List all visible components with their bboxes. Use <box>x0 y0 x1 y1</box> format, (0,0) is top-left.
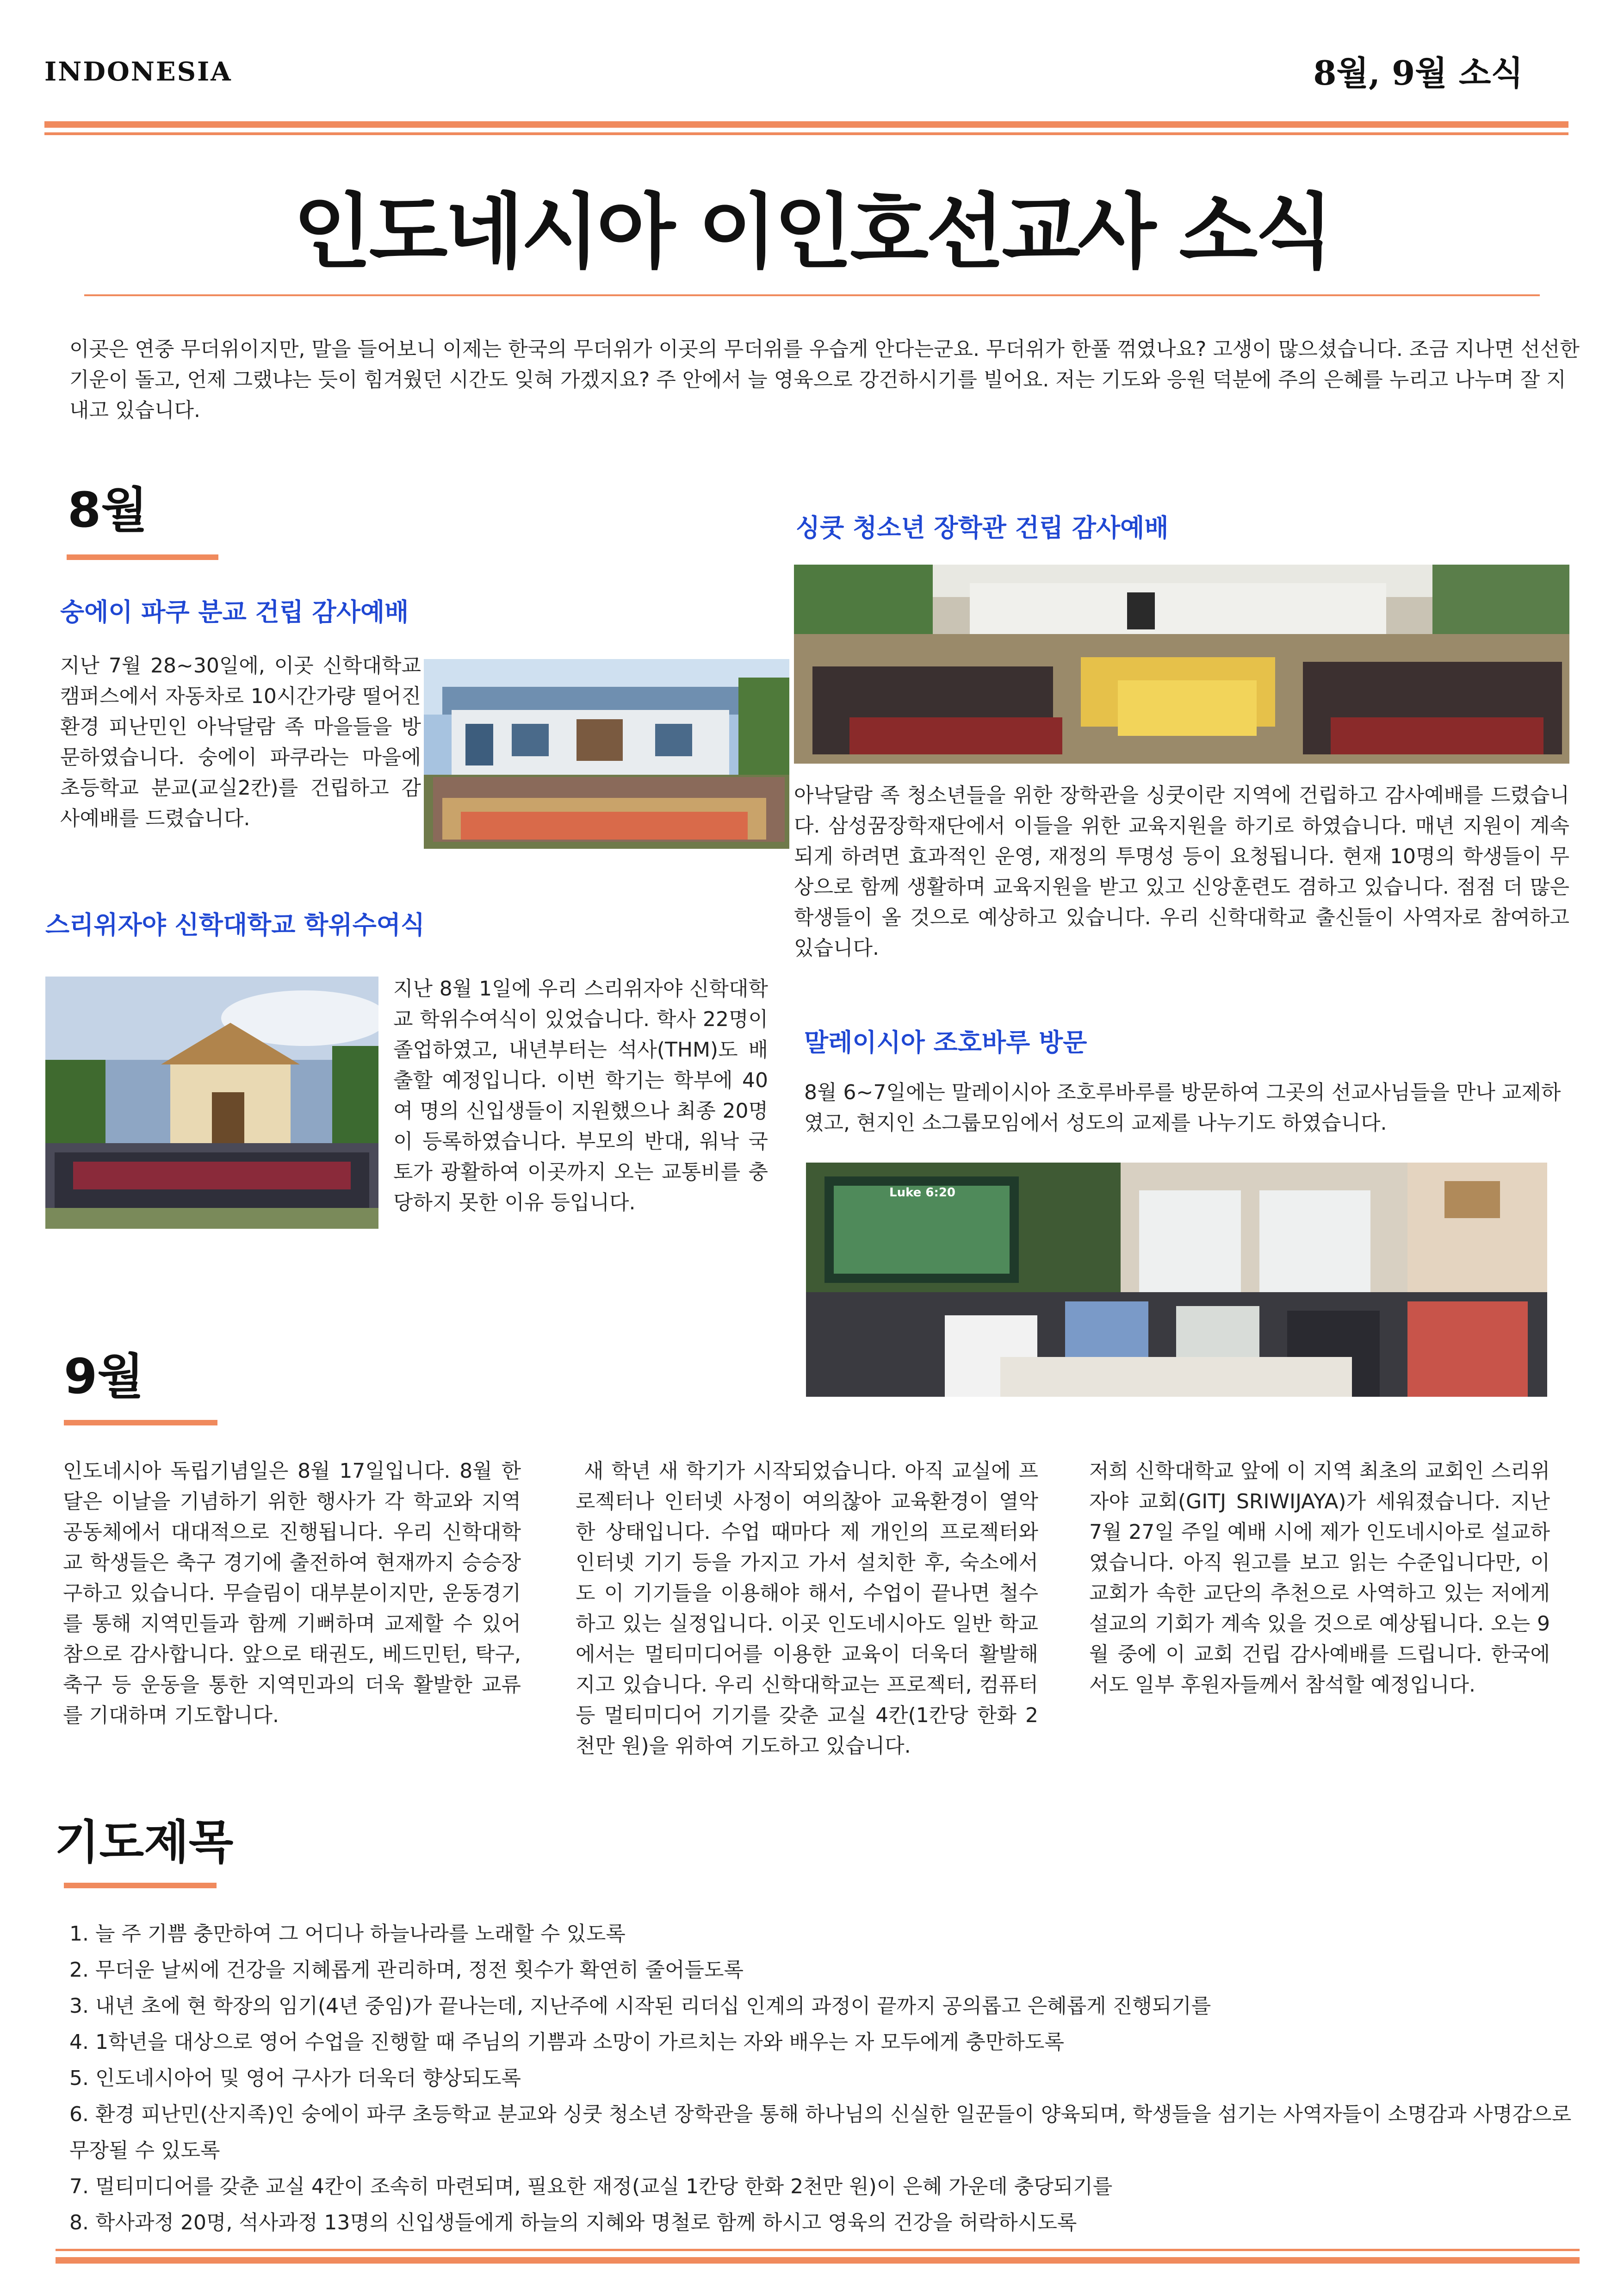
bottom-divider-thin <box>56 2249 1580 2251</box>
september-column-1: 인도네시아 독립기념일은 8월 17일입니다. 8월 한 달은 이날을 기념하기 위한 행사가 각 학교와 지역 공동체에서 대대적으로 진행됩니다. 우리 신학대학교 학생들은 축구 경기에 출전하여 현재까지 승승장구하고 있습니다. 무슬림이 대부분이지만, 운동경기를 통해 지역민들과 함께 기뻐하며 교제할 수 있어 참으로 감사합니다. 앞으로 태권도, 베드민턴, 탁구, 축구 등 운동을 통한 지역민과의 더욱 활발한 교류를 기대하며 기도합니다. <box>63 1459 521 1727</box>
issue-label: 8월, 9월 소식 <box>1313 53 1523 93</box>
bottom-divider <box>56 2257 1580 2264</box>
prayer-item: 8. 학사과정 20명, 석사과정 13명의 신입생들에게 하늘의 지혜와 명철로 함께 하시고 영육의 건강을 허락하시도록 <box>69 2211 1077 2234</box>
photo-school-dedication <box>424 659 789 849</box>
prayer-item: 1. 늘 주 기쁨 충만하여 그 어디나 하늘나라를 노래할 수 있도록 <box>69 1922 626 1946</box>
prayer-item: 6. 환경 피난민(산지족)인 숭에이 파쿠 초등학교 분교와 싱쿳 청소년 장학관을 통해 하나님의 신실한 일꾼들이 양육되며, 학생들을 섬기는 사역자들이 소명감과 사명감으로 무장될 수 있도록 <box>69 2103 1572 2162</box>
top-divider-thin <box>44 132 1568 135</box>
photo-small-group-meeting <box>806 1163 1547 1397</box>
page-title: 인도네시아 이인호선교사 소식 <box>293 185 1331 280</box>
august-heading: 8월 <box>68 482 148 538</box>
subheading-graduation: 스리위자야 신학대학교 학위수여식 <box>45 910 425 940</box>
text-graduation: 지난 8월 1일에 우리 스리위자야 신학대학교 학위수여식이 있었습니다. 학사 22명이 졸업하였고, 내년부터는 석사(THM)도 배출할 예정입니다. 이번 학기는 학부에 40여 명의 신입생들이 지원했으나 최종 20명이 등록하였습니다. 부모의 반대, 워낙 국토가 광활하여 이곳까지 오는 교통비를 충당하지 못한 이유 등입니다. <box>393 977 768 1214</box>
top-divider <box>44 121 1568 128</box>
subheading-singkut-dorm: 싱쿳 청소년 장학관 건립 감사예배 <box>796 513 1169 542</box>
august-heading-bar <box>67 554 218 560</box>
text-malaysia: 8월 6~7일에는 말레이시아 조호루바루를 방문하여 그곳의 선교사님들을 만나 교제하였고, 현지인 소그룹모임에서 성도의 교제를 나누기도 하였습니다. <box>804 1081 1561 1135</box>
september-heading-bar <box>64 1420 217 1425</box>
text-sungai-paku: 지난 7월 28~30일에, 이곳 신학대학교 캠퍼스에서 자동차로 10시간가량 떨어진 환경 피난민인 아낙달람 족 마을들을 방문하였습니다. 숭에이 파쿠라는 마을에 초등학교 분교(교실2칸)를 건립하고 감사예배를 드렸습니다. <box>60 654 421 830</box>
subheading-sungai-paku: 숭에이 파쿠 분교 건립 감사예배 <box>60 597 409 627</box>
prayer-item: 4. 1학년을 대상으로 영어 수업을 진행할 때 주님의 기쁨과 소망이 가르치는 자와 배우는 자 모두에게 충만하도록 <box>69 2030 1064 2054</box>
prayer-heading: 기도제목 <box>55 1815 234 1869</box>
prayer-heading-bar <box>64 1883 217 1888</box>
slide-verse-label: Luke 6:20 <box>889 1186 956 1200</box>
subheading-malaysia: 말레이시아 조호바루 방문 <box>804 1028 1087 1057</box>
prayer-item: 2. 무더운 날씨에 건강을 지혜롭게 관리하며, 정전 횟수가 확연히 줄어들도록 <box>69 1958 744 1982</box>
text-singkut-dorm: 아낙달람 족 청소년들을 위한 장학관을 싱쿳이란 지역에 건립하고 감사예배를 드렸습니다. 삼성꿈장학재단에서 이들을 위한 교육지원을 하기로 하였습니다. 매년 지원이 계속되게 하려면 효과적인 운영, 재정의 투명성 등이 요청됩니다. 현재 10명의 학생들이 무상으로 함께 생활하며 교육지원을 받고 있고 신앙훈련도 겸하고 있습니다. 점점 더 많은 학생들이 올 것으로 예상하고 있습니다. 우리 신학대학교 출신들이 사역자로 참여하고 있습니다. <box>794 784 1570 960</box>
country-label: INDONESIA <box>44 56 232 87</box>
prayer-item: 5. 인도네시아어 및 영어 구사가 더욱더 향상되도록 <box>69 2066 521 2090</box>
intro-paragraph: 이곳은 연중 무더위이지만, 말을 들어보니 이제는 한국의 무더위가 이곳의 무더위를 우습게 안다는군요. 무더위가 한풀 꺾였나요? 고생이 많으셨습니다. 조금 지나면 선선한 기운이 돌고, 언제 그랬냐는 듯이 힘겨웠던 시간도 잊혀 가겠지요? 주 안에서 늘 영육으로 강건하시기를 빌어요. 저는 기도와 응원 덕분에 주의 은혜를 누리고 나누며 잘 지내고 있습니다. <box>69 337 1580 422</box>
september-column-3: 저희 신학대학교 앞에 이 지역 최초의 교회인 스리위자야 교회(GITJ SRIWIJAYA)가 세워졌습니다. 지난 7월 27일 주일 예배 시에 제가 인도네시아로 설교하였습니다. 아직 원고를 보고 읽는 수준입니다만, 이 교회가 속한 교단의 추천으로 사역하고 있는 저에게 설교의 기회가 계속 있을 것으로 예상됩니다. 오는 9월 중에 이 교회 건립 감사예배를 드립니다. 한국에서도 일부 후원자들께서 참석할 예정입니다. <box>1089 1459 1550 1697</box>
prayer-list <box>69 1916 1578 2241</box>
september-column-2: 새 학년 새 학기가 시작되었습니다. 아직 교실에 프로젝터나 인터넷 사정이 여의찮아 교육환경이 열악한 상태입니다. 수업 때마다 제 개인의 프로젝터와 인터넷 기기 등을 가지고 가서 설치한 후, 숙소에서도 이 기기들을 이용해야 해서, 수업이 끝나면 철수하고 있는 실정입니다. 이곳 인도네시아도 일반 학교에서는 멀티미디어를 이용한 교육이 더욱더 활발해지고 있습니다. 우리 신학대학교는 프로젝터, 컴퓨터 등 멀티미디어 기기를 갖춘 교실 4칸(1칸당 한화 2천만 원)을 위하여 기도하고 있습니다. <box>576 1459 1038 1758</box>
title-divider <box>84 294 1540 296</box>
prayer-item: 3. 내년 초에 현 학장의 임기(4년 중임)가 끝나는데, 지난주에 시작된 리더십 인계의 과정이 끝까지 공의롭고 은혜롭게 진행되기를 <box>69 1994 1211 2018</box>
photo-dorm-dedication <box>794 565 1569 764</box>
prayer-item: 7. 멀티미디어를 갖춘 교실 4칸이 조속히 마련되며, 필요한 재정(교실 1칸당 한화 2천만 원)이 은혜 가운데 충당되기를 <box>69 2175 1113 2198</box>
photo-graduation-ceremony <box>45 977 378 1229</box>
september-heading: 9월 <box>64 1348 144 1405</box>
